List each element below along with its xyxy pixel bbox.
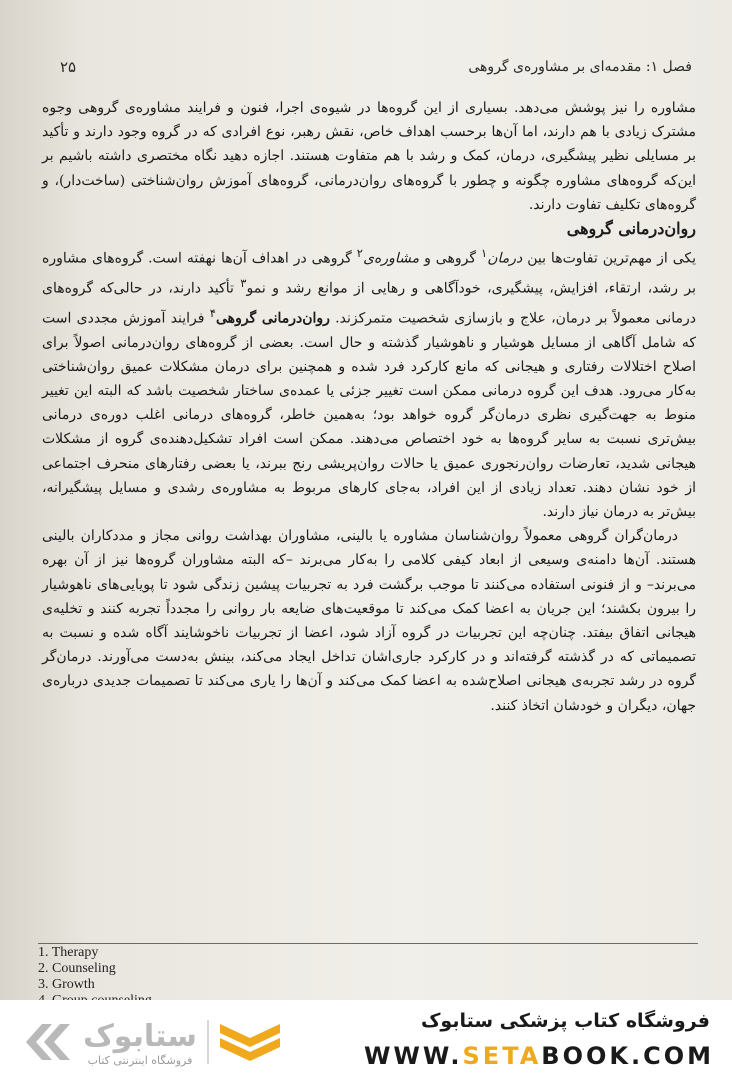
text-segment: تأکید دارند، در حالی‌که گروه‌های درمانی معمولاً بر درمان، علاج و بازسازی شخصیت متمرکزند.: [42, 280, 696, 327]
text-segment: گروهی و: [419, 250, 481, 267]
text-segment: فرایند آموزش مجددی است که شامل آگاهی از مسایل هوشیار و ناهوشیار گذشته و حال است. بعضی از گروه‌های روان‌درمانی اصولاً برای اصلاح اختلالات رفتاری و هیجانی که مانع کارکرد فرد شده و همچنین برای درمان مشکلات عمیق روان‌شناختی به‌کار می‌رود. هدف این گروه درمانی ممکن است تغییر جزئی یا عمده‌ی ساختار شخصیت باشد که البته این تغییر منوط به جهت‌گیری نظری درمان‌گر گروه خواهد بود؛ به‌همین خاطر، گروه‌های درمانی اغلب دوره‌ی درمانی بیش‌تری نسبت به سایر گروه‌ها به خود اختصاص می‌دهند. ممکن است افراد تشکیل‌دهنده‌ی گروه از مشکلات هیجانی شدید، تعارضات روان‌رنجوری عمیق یا حالات روان‌پریشی رنج ببرند، یا بعضی رفتارهای منحرف اجتماعی از خود نشان دهند. تعداد زیادی از این افراد، به‌جای کارهای مربوط به مشاوره‌ی رشدی و مسایل پیشگیرانه، بیش‌تر به درمان نیاز دارند.: [42, 310, 696, 521]
section-heading: روان‌درمانی گروهی: [566, 219, 696, 239]
footnote-3: 3. Growth: [38, 977, 95, 992]
page-number: ۲۵: [60, 58, 77, 76]
footnote-ref-2: ۲: [356, 246, 364, 261]
text-segment: یکی از مهم‌ترین تفاوت‌ها بین: [522, 250, 696, 267]
chapter-title: فصل ۱: مقدمه‌ای بر مشاوره‌ی گروهی: [468, 59, 692, 75]
paragraph-group-therapy: [42, 241, 696, 524]
store-logo[interactable]: [20, 1014, 300, 1068]
footnote-1: 1. Therapy: [38, 945, 99, 960]
store-banner: [0, 1000, 732, 1079]
term-group-psychotherapy: روان‌درمانی گروهی: [216, 310, 330, 327]
footnotes: [38, 945, 338, 1000]
footnote-ref-1: ۱: [480, 246, 488, 261]
stacked-chevrons-icon: [220, 1024, 280, 1061]
double-chevron-icon: [26, 1024, 70, 1060]
url-accent: SETA: [462, 1042, 542, 1070]
logo-subtitle: فروشگاه اینترنتی کتاب: [87, 1054, 193, 1067]
footnote-ref-4: ۴: [209, 305, 217, 320]
footnote-divider: [38, 943, 698, 944]
running-head: [40, 56, 692, 78]
logo-wordmark: ستابوک: [83, 1019, 197, 1054]
paragraph-therapists: درمان‌گران گروهی معمولاً روان‌شناسان مشاوره یا بالینی، مشاوران بهداشت روانی مجاز و مددکاران بالینی هستند. آن‌ها دامنه‌ی وسیعی از ابعاد کیفی کلامی را به‌کار می‌برند –که البته مشاوران گروه‌ها نیز از آن بهره می‌برند– و از فنونی استفاده می‌کنند تا موجب برگشت فرد به تجربیات پیشین زندگی شود تا پویایی‌های ناهوشیار را بیرون بکشند؛ این جریان به اعضا کمک می‌کند تا موقعیت‌های ضایعه بار روانی را مجدداً تجربه کنند و تخلیه‌ی هیجانی اتفاق بیفتد. چنان‌چه این تجربیات در گروه آزاد شود، اعضا از تجربیات ناخوشایند آگاه شده و نسبت به تصمیماتی که در گذشته گرفته‌اند و در کارکرد جاری‌اشان تداخل ایجاد می‌کند، بینش به‌دست می‌آورند. درمان‌گر گروه در رشد تجربه‌ی هیجانی اصلاح‌شده به اعضا کمک می‌کند و آن‌ها را یاری می‌کند تا تصمیمات جدیدی درباره‌ی جهان، دیگران و خودشان اتخاذ کنند.: [42, 528, 696, 714]
text-segment: گروهی در اهداف آن‌ها نهفته است. گروه‌های مشاوره بر رشد، ارتقاء، افزایش، پیشگیری، خودآگاهی و رهایی از موانع رشد و نمو: [42, 250, 696, 297]
url-suffix: BOOK.COM: [541, 1042, 714, 1070]
footnote-ref-3: ۳: [240, 275, 247, 290]
term-therapy: درمان: [487, 250, 523, 267]
body-text: [42, 96, 696, 718]
footnote-2: 2. Counseling: [38, 961, 116, 976]
url-prefix: WWW.: [363, 1042, 463, 1070]
term-counseling: مشاوره‌ی: [363, 250, 420, 267]
paragraph-intro: مشاوره را نیز پوشش می‌دهد. بسیاری از این گروه‌ها در شیوه‌ی اجرا، فنون و فرایند مشاوره‌ی گروهی وجوه مشترک زیادی با هم دارند، اما آن‌ها برحسب اهداف خاص، نقش رهبر، نوع افرادی که در گروه وجود دارند و تأکید بر مسایلی نظیر پیشگیری، درمان، کمک و رشد با هم متفاوت هستند. اجازه دهید نگاه مختصری داشته باشیم بر این‌که گروه‌های مشاوره چگونه و چطور با گروه‌های روان‌درمانی، گروه‌های آموزش روان‌شناختی (ساخت‌دار)، و گروه‌های تکلیف تفاوت دارند.: [42, 100, 696, 213]
store-name: فروشگاه کتاب پزشکی ستابوک: [420, 1010, 710, 1032]
store-url[interactable]: [364, 1042, 714, 1070]
